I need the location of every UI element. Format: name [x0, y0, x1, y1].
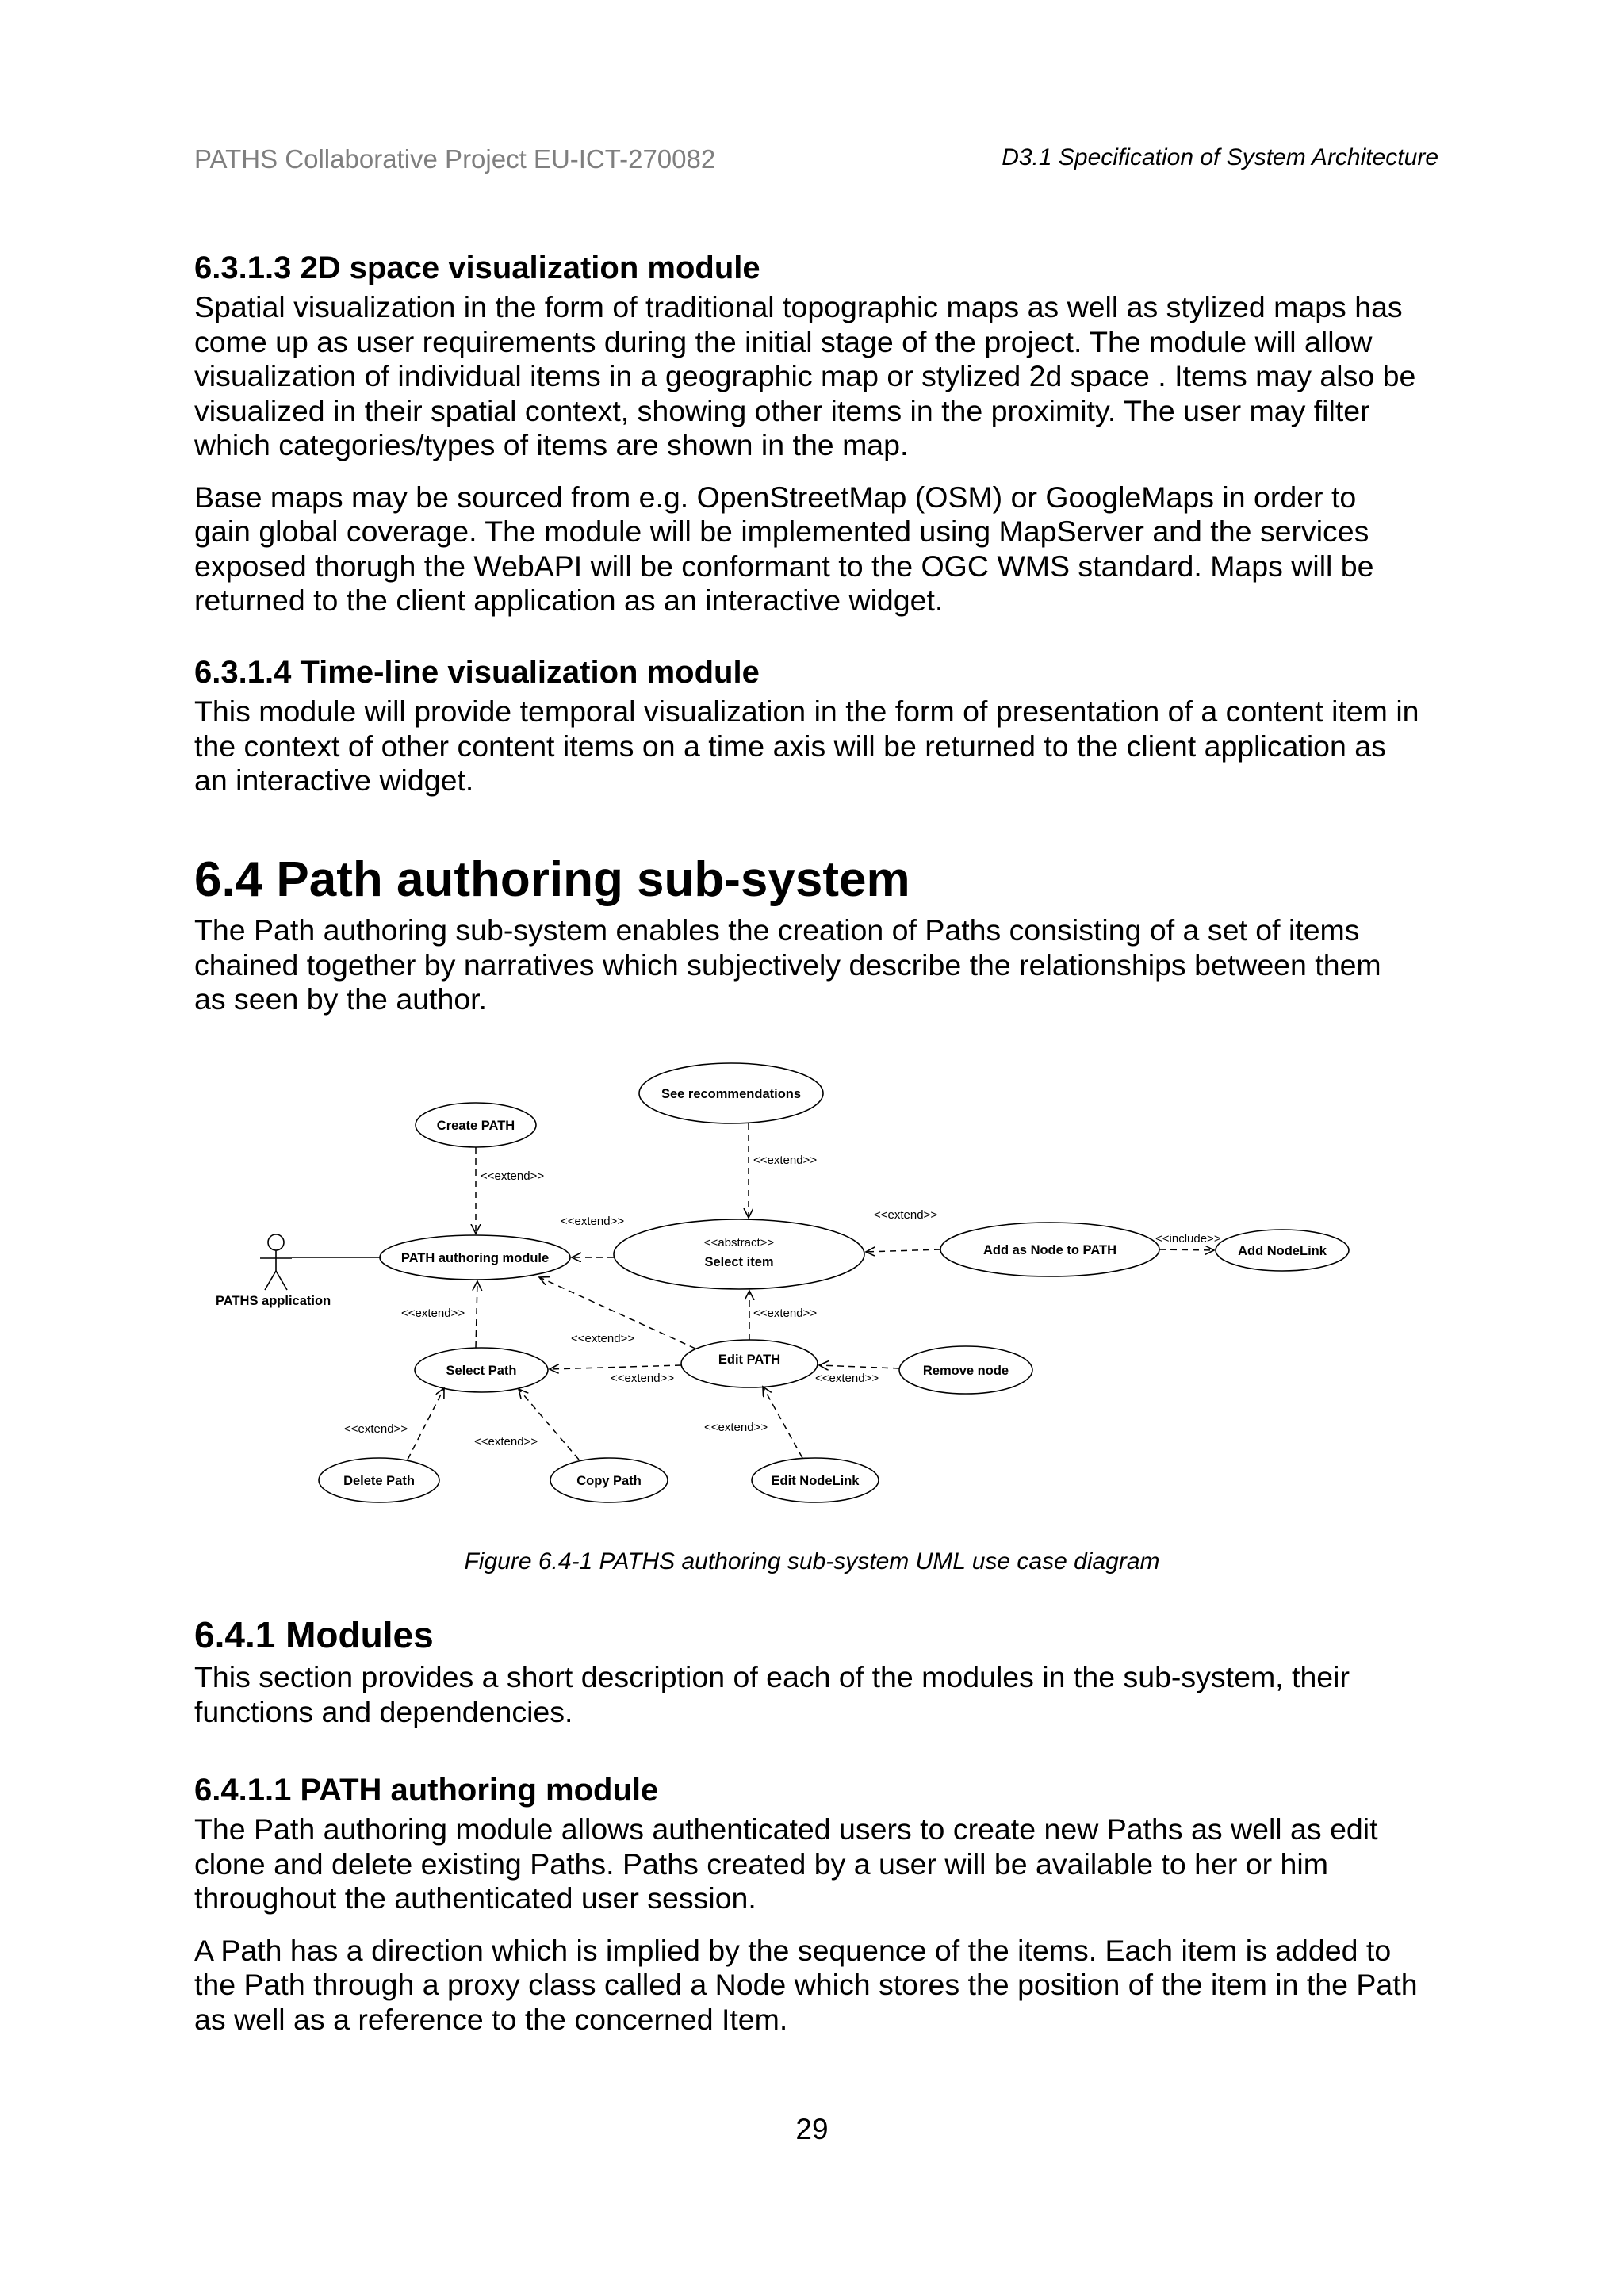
- paragraph: The Path authoring module allows authenticated users to create new Paths as well as edit clone and delete existing Paths. Paths created by a user will be available to her or him throughout the authenticated user session.: [194, 1812, 1378, 1915]
- running-header-left: PATHS Collaborative Project EU-ICT-270082: [194, 144, 716, 174]
- usecase-label: See recommendations: [661, 1087, 802, 1101]
- section-6-3-1-3: [194, 247, 1447, 618]
- section-heading: 6.4.1 Modules: [194, 1614, 434, 1655]
- section-6-4-1: [194, 1611, 1447, 1729]
- usecase-label: Delete Path: [343, 1474, 415, 1488]
- extend-arrow: [550, 1365, 681, 1369]
- usecase-label: Select item: [704, 1255, 774, 1269]
- relation-label: <<extend>>: [611, 1372, 675, 1385]
- relation-label: <<extend>>: [815, 1372, 879, 1385]
- uml-use-case-diagram: [208, 1058, 1381, 1510]
- usecase-label: Copy Path: [576, 1474, 642, 1488]
- section-heading: 6.4.1.1 PATH authoring module: [194, 1773, 659, 1808]
- usecase-label: Edit PATH: [718, 1353, 781, 1367]
- relation-label: <<extend>>: [874, 1208, 938, 1222]
- paragraph: This module will provide temporal visualization in the form of presentation of a content item in the context of other content items on a time axis will be returned to the client application as an interactive widget.: [194, 695, 1419, 797]
- relation-label: <<include>>: [1155, 1232, 1221, 1246]
- section-6-4-1-1: [194, 1770, 1447, 2037]
- running-header-right: D3.1 Specification of System Architecture: [1002, 144, 1438, 170]
- relation-label: <<extend>>: [344, 1422, 408, 1436]
- relation-label: <<extend>>: [571, 1332, 635, 1345]
- usecase-label: PATH authoring module: [400, 1251, 550, 1265]
- usecase-label: Remove node: [922, 1364, 1009, 1378]
- paragraph: The Path authoring sub-system enables the creation of Paths consisting of a set of items chained together by narratives which subjectively describe the relationships between them as seen by the author.: [194, 913, 1381, 1016]
- usecase-label: Add NodeLink: [1238, 1244, 1327, 1258]
- usecase-label: Add as Node to PATH: [982, 1243, 1117, 1257]
- extend-arrow: [519, 1389, 579, 1460]
- section-heading: 6.3.1.4 Time-line visualization module: [194, 655, 760, 690]
- relation-label: <<extend>>: [704, 1421, 768, 1434]
- include-arrow: [1159, 1249, 1214, 1250]
- extend-arrow: [476, 1281, 477, 1348]
- extend-arrow: [866, 1249, 940, 1252]
- usecase-label: Edit NodeLink: [771, 1474, 860, 1488]
- usecase-select-item: [614, 1219, 864, 1289]
- paragraph: Spatial visualization in the form of traditional topographic maps as well as stylized maps has come up as user requirements during the initial stage of the project. The module will allow visualization of individual items in a geographic map or stylized 2d space . Items may also be visualized in their spatial context, showing other items in the proximity. The user may filter which categories/types of items are shown in the map.: [194, 290, 1416, 461]
- relation-label: <<extend>>: [474, 1435, 538, 1448]
- relation-label: <<extend>>: [561, 1215, 625, 1228]
- figure-caption: Figure 6.4-1 PATHS authoring sub-system UML use case diagram: [464, 1548, 1160, 1575]
- extend-arrow: [408, 1388, 444, 1460]
- usecase-stereotype: <<abstract>>: [703, 1236, 775, 1249]
- page-number: 29: [795, 2113, 829, 2145]
- section-heading: 6.4 Path authoring sub-system: [194, 852, 910, 907]
- relation-label: <<extend>>: [753, 1307, 818, 1320]
- relation-label: <<extend>>: [753, 1154, 818, 1167]
- relation-label: <<extend>>: [401, 1307, 465, 1320]
- paragraph: This section provides a short description of each of the modules in the sub-system, their functions and dependencies.: [194, 1660, 1350, 1728]
- extend-arrow: [763, 1387, 802, 1458]
- actor-label: PATHS application: [216, 1294, 331, 1308]
- relation-label: <<extend>>: [481, 1169, 545, 1183]
- actor-stick-figure-icon: [260, 1234, 292, 1290]
- paragraph: Base maps may be sourced from e.g. OpenStreetMap (OSM) or GoogleMaps in order to gain global coverage. The module will be implemented using MapServer and the services exposed thorugh the WebAPI will be conformant to the OGC WMS standard. Maps will be returned to the client application as an interactive widget.: [194, 480, 1374, 617]
- paragraph: A Path has a direction which is implied by the sequence of the items. Each item is added to the Path through a proxy class called a Node which stores the position of the item in the Path as well as a reference to the concerned Item.: [194, 1933, 1418, 2036]
- section-heading: 6.3.1.3 2D space visualization module: [194, 251, 760, 285]
- usecase-label: Create PATH: [436, 1119, 515, 1133]
- extend-arrow: [819, 1365, 899, 1368]
- section-6-3-1-4: [194, 652, 1447, 798]
- section-6-4: [194, 848, 1447, 1017]
- usecase-label: Select Path: [446, 1364, 517, 1378]
